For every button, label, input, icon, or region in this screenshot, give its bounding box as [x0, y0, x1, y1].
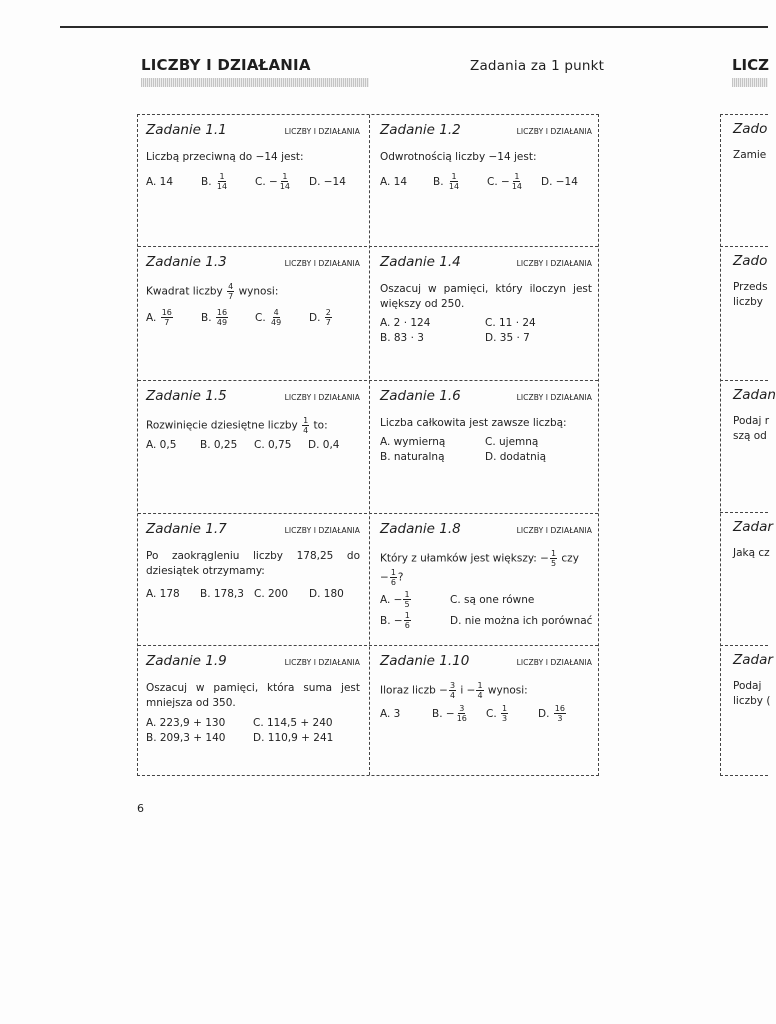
- answer-options: [380, 315, 592, 345]
- answer-options: [146, 172, 360, 191]
- fraction: [302, 416, 309, 435]
- fraction: [216, 172, 228, 191]
- denominator: 16: [456, 714, 467, 723]
- task-question: Po zaokrągleniu liczby 178,25 do dziesiątek otrzymamy:: [146, 550, 360, 577]
- option-a: A. 14: [380, 175, 408, 188]
- answer-options: [146, 308, 360, 327]
- option-b: [201, 172, 255, 191]
- task-tag: LICZBY I DZIAŁANIA: [516, 127, 592, 136]
- option-label: D.: [538, 707, 550, 720]
- question-text: to:: [313, 419, 328, 432]
- question-text: −: [380, 571, 389, 584]
- next-page-task: [720, 513, 773, 561]
- denominator: 49: [216, 318, 228, 327]
- denominator: 14: [448, 182, 460, 191]
- option-c: C. 114,5 + 240: [253, 716, 333, 729]
- answer-options: [380, 589, 597, 631]
- option-label: B. −: [432, 707, 455, 720]
- question-text: Iloraz liczb −: [380, 684, 448, 697]
- option-c: [255, 308, 309, 327]
- question-text: wynosi:: [487, 684, 528, 697]
- task-title: Zadanie 1.10: [380, 653, 470, 669]
- option-b: B. 209,3 + 140: [146, 731, 226, 744]
- option-d: D. dodatnią: [485, 450, 547, 463]
- numerator: 1: [282, 172, 288, 181]
- numerator: 2: [325, 308, 331, 317]
- task-tag: LICZBY I DZIAŁANIA: [284, 526, 360, 535]
- task-title: Zadar: [733, 519, 773, 535]
- option-d: D. nie można ich porównać: [450, 614, 593, 627]
- answer-options: [146, 586, 360, 601]
- task-title: Zado: [733, 121, 768, 137]
- option-c: [255, 172, 309, 191]
- title-hatch-bar: [141, 78, 369, 87]
- question-text: Kwadrat liczby: [146, 285, 223, 298]
- fraction: [511, 172, 523, 191]
- answer-options: [146, 437, 360, 452]
- option-d: D. 110,9 + 241: [253, 731, 334, 744]
- option-b: [432, 704, 486, 723]
- option-label: B.: [201, 175, 212, 188]
- fraction: [279, 172, 291, 191]
- task-question: szą od: [733, 430, 767, 442]
- option-a: A. 0,5: [146, 438, 177, 451]
- task-question: Oszacuj w pamięci, który iloczyn jest większy od 250.: [380, 283, 592, 310]
- task-title: Zadar: [733, 652, 773, 668]
- option-d: D. 0,4: [308, 438, 340, 451]
- numerator: 1: [404, 611, 410, 620]
- numerator: 1: [303, 416, 309, 425]
- option-c: C. 200: [254, 587, 289, 600]
- option-c: C. są one równe: [450, 593, 535, 606]
- fraction: [449, 681, 456, 700]
- task-title: Zadanie 1.4: [380, 254, 461, 270]
- option-a: [380, 590, 450, 609]
- task-title: Zadanie 1.8: [380, 521, 461, 537]
- top-rule: [60, 26, 768, 28]
- task-question: Odwrotnością liczby −14 jest:: [380, 151, 537, 163]
- denominator: 14: [279, 182, 290, 191]
- fraction: [161, 308, 173, 327]
- option-label: B.: [433, 175, 444, 188]
- option-a: A. 2 · 124: [380, 316, 431, 329]
- fraction: [550, 549, 557, 568]
- page-number: 6: [137, 802, 144, 815]
- fraction: [403, 590, 410, 609]
- task-card: [370, 646, 599, 776]
- task-title: Zadan: [733, 387, 776, 403]
- option-c: [486, 704, 538, 723]
- option-label: C.: [486, 707, 497, 720]
- section-subtitle: Zadania za 1 punkt: [470, 58, 605, 74]
- numerator: 1: [451, 172, 457, 181]
- denominator: 3: [557, 714, 563, 723]
- task-tag: LICZBY I DZIAŁANIA: [284, 658, 360, 667]
- numerator: 3: [459, 704, 465, 713]
- option-label: A. −: [380, 593, 403, 606]
- option-a: A. 14: [146, 175, 174, 188]
- option-c: [487, 172, 541, 191]
- next-page-title: LICZ: [732, 56, 770, 74]
- denominator: 5: [550, 559, 557, 568]
- option-d: D. −14: [309, 175, 346, 188]
- next-page-divider: [720, 775, 768, 776]
- option-c: C. 11 · 24: [485, 316, 536, 329]
- fraction: [448, 172, 460, 191]
- option-b: B. 0,25: [200, 438, 238, 451]
- denominator: 7: [325, 318, 331, 327]
- option-a: [146, 308, 201, 327]
- denominator: 3: [502, 714, 508, 723]
- answer-options: [146, 715, 360, 745]
- task-question: Jaką cz: [733, 547, 770, 559]
- task-title: Zadanie 1.2: [380, 122, 461, 138]
- numerator: 16: [216, 308, 228, 317]
- option-a: A. 178: [146, 587, 180, 600]
- numerator: 1: [514, 172, 520, 181]
- task-title: Zadanie 1.5: [146, 388, 227, 404]
- task-question: Oszacuj w pamięci, która suma jest mniejsza od 350.: [146, 682, 360, 709]
- answer-options: [380, 704, 592, 723]
- numerator: 4: [228, 282, 234, 291]
- option-b: [201, 308, 255, 327]
- option-b: B. 83 · 3: [380, 331, 424, 344]
- denominator: 6: [404, 621, 410, 630]
- option-label: B. −: [380, 614, 403, 627]
- task-title: Zado: [733, 253, 768, 269]
- option-d: D. −14: [541, 175, 578, 188]
- task-tag: LICZBY I DZIAŁANIA: [516, 658, 592, 667]
- task-tag: LICZBY I DZIAŁANIA: [516, 526, 592, 535]
- next-title-hatch-bar: [732, 78, 768, 87]
- fraction: [554, 704, 566, 723]
- task-question: Podaj: [733, 680, 762, 692]
- fraction: [456, 704, 468, 723]
- option-a: A. 3: [380, 707, 401, 720]
- question-text: Rozwinięcie dziesiętne liczby: [146, 419, 298, 432]
- question-text: Który z ułamków jest większy: −: [380, 552, 549, 565]
- fraction: [476, 681, 483, 700]
- task-question: [380, 549, 597, 587]
- fraction: [325, 308, 332, 327]
- section-title: LICZBY I DZIAŁANIA: [141, 56, 311, 74]
- numerator: 1: [550, 549, 557, 558]
- denominator: 7: [228, 292, 234, 301]
- question-text: wynosi:: [238, 285, 279, 298]
- task-title: Zadanie 1.9: [146, 653, 227, 669]
- option-label: C. −: [487, 175, 510, 188]
- option-d: D. 35 · 7: [485, 331, 530, 344]
- option-label: C. −: [255, 175, 278, 188]
- fraction: [270, 308, 282, 327]
- task-tag: LICZBY I DZIAŁANIA: [284, 393, 360, 402]
- task-question: Liczba całkowita jest zawsze liczbą:: [380, 417, 567, 429]
- task-question: Liczbą przeciwną do −14 jest:: [146, 151, 304, 163]
- task-title: Zadanie 1.6: [380, 388, 461, 404]
- task-tag: LICZBY I DZIAŁANIA: [516, 259, 592, 268]
- task-grid: [137, 114, 599, 776]
- task-tag: LICZBY I DZIAŁANIA: [284, 259, 360, 268]
- task-question: Przeds: [733, 281, 768, 293]
- numerator: 1: [390, 568, 396, 577]
- numerator: 1: [219, 172, 225, 181]
- denominator: 6: [390, 578, 396, 587]
- task-title: Zadanie 1.7: [146, 521, 227, 537]
- task-tag: LICZBY I DZIAŁANIA: [284, 127, 360, 136]
- option-b: B. 178,3: [200, 587, 244, 600]
- fraction: [227, 282, 234, 301]
- task-question: Zamie: [733, 149, 767, 161]
- numerator: 1: [477, 681, 483, 690]
- task-tag: LICZBY I DZIAŁANIA: [516, 393, 592, 402]
- numerator: 1: [404, 590, 410, 599]
- option-d: D. 180: [309, 587, 344, 600]
- task-card: [370, 381, 599, 511]
- denominator: 49: [271, 318, 282, 327]
- denominator: 4: [449, 691, 456, 700]
- denominator: 14: [511, 182, 522, 191]
- task-question: Podaj r: [733, 415, 770, 427]
- option-b: [433, 172, 487, 191]
- numerator: 16: [161, 308, 172, 317]
- question-text: czy: [561, 552, 579, 565]
- task-card: [138, 381, 367, 511]
- task-question: liczby: [733, 296, 763, 308]
- question-text: i −: [460, 684, 476, 697]
- option-label: B.: [201, 311, 212, 324]
- numerator: 3: [449, 681, 456, 690]
- option-b: [380, 611, 450, 630]
- task-card: [138, 514, 367, 644]
- numerator: 16: [554, 704, 565, 713]
- next-page-task: [720, 646, 773, 709]
- task-card: [138, 247, 367, 377]
- task-card: [370, 247, 599, 377]
- option-label: A.: [146, 311, 157, 324]
- next-page-task: [720, 381, 776, 444]
- numerator: 4: [273, 308, 279, 317]
- option-a: A. 223,9 + 130: [146, 716, 226, 729]
- task-question: [146, 416, 360, 435]
- option-c: C. ujemną: [485, 435, 539, 448]
- denominator: 7: [164, 318, 170, 327]
- answer-options: [380, 172, 592, 191]
- option-d: [309, 308, 333, 327]
- option-label: C.: [255, 311, 266, 324]
- denominator: 5: [404, 600, 410, 609]
- denominator: 4: [477, 691, 483, 700]
- task-question: liczby (: [733, 695, 771, 707]
- task-card: [138, 646, 367, 776]
- question-text: ?: [397, 571, 404, 584]
- task-card: [370, 115, 599, 245]
- fraction: [390, 568, 397, 587]
- numerator: 1: [502, 704, 508, 713]
- option-d: [538, 704, 567, 723]
- task-title: Zadanie 1.1: [146, 122, 227, 138]
- next-page-task: [720, 247, 768, 310]
- task-card: [370, 514, 599, 644]
- option-b: B. naturalną: [380, 450, 445, 463]
- fraction: [501, 704, 508, 723]
- fraction: [404, 611, 411, 630]
- option-c: C. 0,75: [254, 438, 292, 451]
- task-question: [146, 282, 360, 301]
- denominator: 4: [303, 426, 309, 435]
- answer-options: [380, 434, 592, 464]
- task-title: Zadanie 1.3: [146, 254, 227, 270]
- task-question: [380, 681, 592, 700]
- task-card: [138, 115, 367, 245]
- fraction: [216, 308, 228, 327]
- next-page-task: [720, 115, 768, 163]
- option-label: D.: [309, 311, 321, 324]
- option-a: A. wymierną: [380, 435, 446, 448]
- denominator: 14: [216, 182, 228, 191]
